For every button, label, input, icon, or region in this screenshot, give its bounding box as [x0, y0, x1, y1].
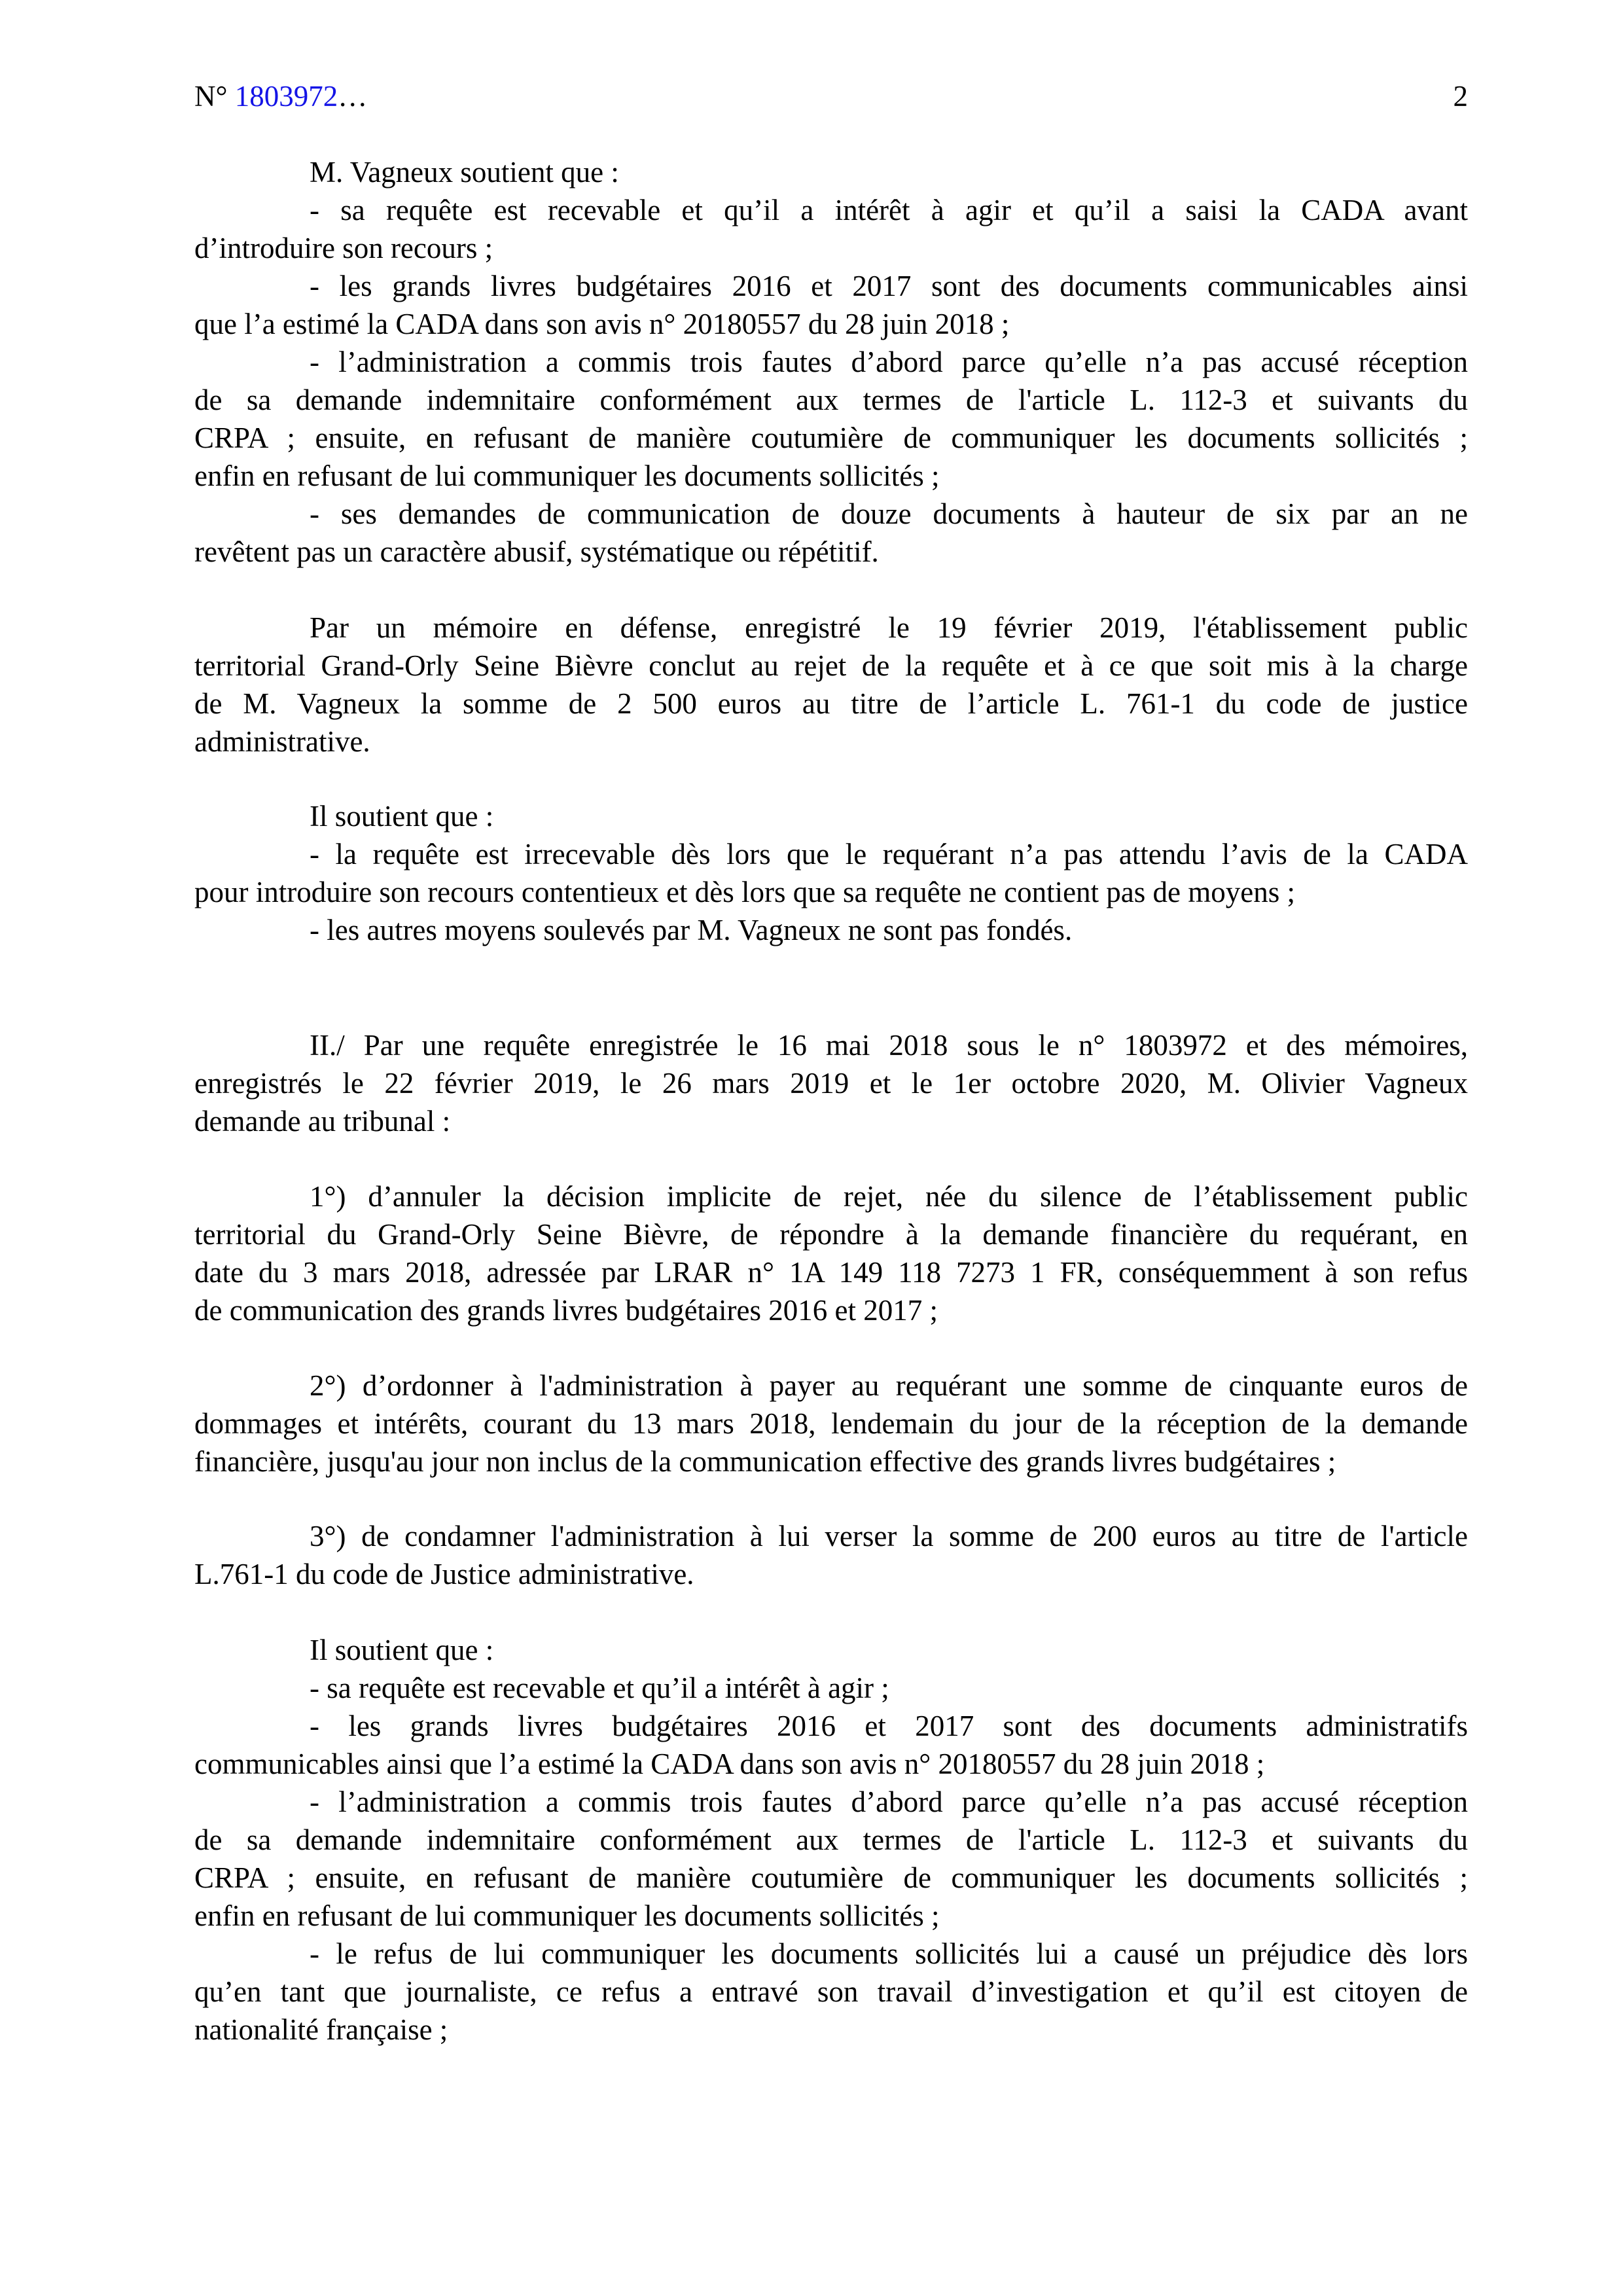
text-line: financière, jusqu'au jour non inclus de la communication effective des grands livres budgétaires ; [194, 1445, 1336, 1478]
paragraph-p4-requete-II [194, 1026, 1468, 1140]
text-line: revêtent pas un caractère abusif, systématique ou répétitif. [194, 535, 879, 568]
text-line: - le refus de lui communiquer les documents sollicités lui a causé un préjudice dès lors [310, 1937, 1468, 1970]
text-line: 2°) d’ordonner à l'administration à payer au requérant une somme de cinquante euros de [310, 1369, 1468, 1402]
case-number: 1803972 [234, 80, 338, 113]
text-line: territorial Grand-Orly Seine Bièvre conclut au rejet de la requête et à ce que soit mis à la charge [194, 649, 1468, 682]
text-line: - sa requête est recevable et qu’il a intérêt à agir ; [310, 1672, 889, 1704]
text-line: L.761-1 du code de Justice administrative. [194, 1558, 694, 1590]
text-line: de sa demande indemnitaire conformément aux termes de l'article L. 112-3 et suivants du [194, 384, 1468, 416]
text-line: - les autres moyens soulevés par M. Vagneux ne sont pas fondés. [310, 914, 1073, 946]
text-line: II./ Par une requête enregistrée le 16 mai 2018 sous le n° 1803972 et des mémoires, [310, 1029, 1468, 1062]
paragraph-p8-il-soutient-requerant [194, 1631, 1468, 2049]
case-number-ellipsis: … [338, 80, 368, 113]
paragraph-p3-il-soutient-defense [194, 797, 1468, 949]
paragraph-p7-conclusion-3 [194, 1517, 1468, 1593]
text-line: Il soutient que : [310, 800, 494, 833]
text-line: date du 3 mars 2018, adressée par LRAR n° 1A 149 118 7273 1 FR, conséquemment à son refus [194, 1256, 1468, 1289]
page-header [194, 77, 1468, 115]
paragraph-p2-memoire-defense [194, 609, 1468, 761]
text-line: CRPA ; ensuite, en refusant de manière coutumière de communiquer les documents sollicités ; [194, 422, 1468, 454]
text-line: que l’a estimé la CADA dans son avis n° 20180557 du 28 juin 2018 ; [194, 308, 1010, 340]
text-line: administrative. [194, 725, 370, 758]
text-line: Il soutient que : [310, 1634, 494, 1666]
paragraph-p5-conclusion-1 [194, 1177, 1468, 1329]
case-number-prefix: N° [194, 80, 228, 113]
text-line: - sa requête est recevable et qu’il a intérêt à agir et qu’il a saisi la CADA avant [310, 194, 1468, 226]
text-line: 1°) d’annuler la décision implicite de rejet, née du silence de l’établissement public [310, 1180, 1468, 1213]
text-line: demande au tribunal : [194, 1105, 451, 1138]
text-line: qu’en tant que journaliste, ce refus a entravé son travail d’investigation et qu’il est citoyen de [194, 1975, 1468, 2008]
text-line: M. Vagneux soutient que : [310, 156, 619, 188]
text-line: Par un mémoire en défense, enregistré le 19 février 2019, l'établissement public [310, 611, 1468, 644]
text-line: communicables ainsi que l’a estimé la CADA dans son avis n° 20180557 du 28 juin 2018 ; [194, 1748, 1265, 1780]
text-line: pour introduire son recours contentieux et dès lors que sa requête ne contient pas de moyens ; [194, 876, 1296, 908]
text-line: - les grands livres budgétaires 2016 et 2017 sont des documents communicables ainsi [310, 270, 1468, 302]
text-line: nationalité française ; [194, 2013, 448, 2046]
text-line: de M. Vagneux la somme de 2 500 euros au titre de l’article L. 761-1 du code de justice [194, 687, 1468, 720]
text-line: d’introduire son recours ; [194, 232, 493, 264]
text-line: de sa demande indemnitaire conformément aux termes de l'article L. 112-3 et suivants du [194, 1823, 1468, 1856]
text-line: enregistrés le 22 février 2019, le 26 mars 2019 et le 1er octobre 2020, M. Olivier Vagneux [194, 1067, 1468, 1100]
paragraph-p6-conclusion-2 [194, 1367, 1468, 1480]
paragraph-p1-vagneux-soutient [194, 153, 1468, 571]
text-line: CRPA ; ensuite, en refusant de manière coutumière de communiquer les documents sollicités ; [194, 1861, 1468, 1894]
text-line: - ses demandes de communication de douze documents à hauteur de six par an ne [310, 497, 1468, 530]
text-line: territorial du Grand-Orly Seine Bièvre, de répondre à la demande financière du requérant, en [194, 1218, 1468, 1251]
page-number: 2 [1453, 80, 1468, 113]
text-line: dommages et intérêts, courant du 13 mars 2018, lendemain du jour de la réception de la demande [194, 1407, 1468, 1440]
text-line: - la requête est irrecevable dès lors que le requérant n’a pas attendu l’avis de la CADA [310, 838, 1468, 870]
text-line: - l’administration a commis trois fautes d’abord parce qu’elle n’a pas accusé réception [310, 1785, 1468, 1818]
text-line: - l’administration a commis trois fautes d’abord parce qu’elle n’a pas accusé réception [310, 346, 1468, 378]
text-line: de communication des grands livres budgétaires 2016 et 2017 ; [194, 1294, 938, 1327]
text-line: enfin en refusant de lui communiquer les documents sollicités ; [194, 1899, 940, 1932]
text-line: enfin en refusant de lui communiquer les documents sollicités ; [194, 459, 940, 492]
text-line: - les grands livres budgétaires 2016 et 2017 sont des documents administratifs [310, 1710, 1468, 1742]
text-line: 3°) de condamner l'administration à lui verser la somme de 200 euros au titre de l'article [310, 1520, 1468, 1552]
